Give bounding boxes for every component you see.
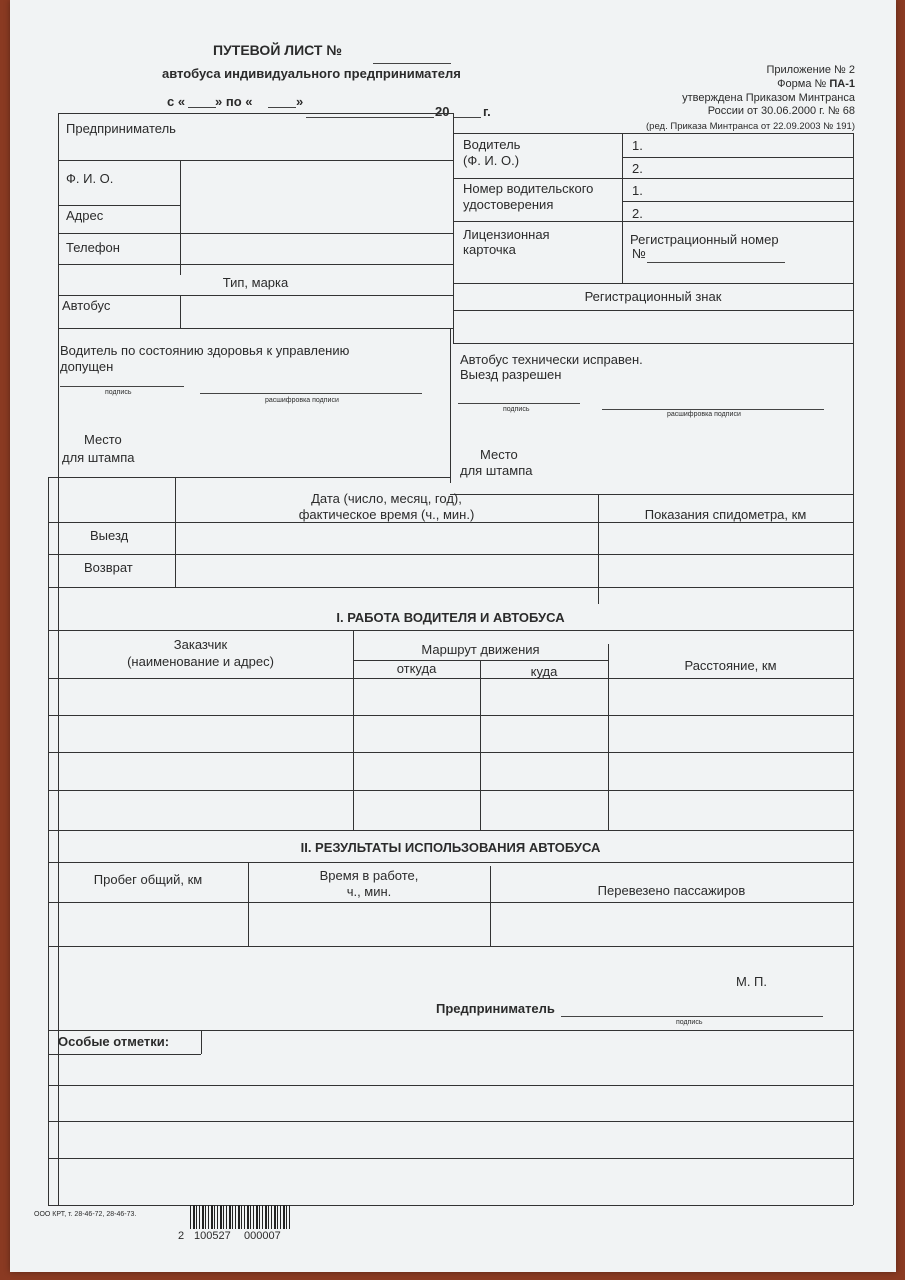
rule — [450, 328, 451, 483]
reg-number-blank — [647, 262, 785, 263]
date-from-label: с « — [167, 94, 186, 109]
rule — [622, 201, 853, 202]
date-close-label: » — [296, 94, 304, 109]
rule — [453, 178, 853, 179]
stamp-label: Место — [84, 432, 122, 447]
decode-line — [602, 409, 824, 410]
rule — [453, 310, 853, 311]
rule — [58, 264, 453, 265]
phone-label: Телефон — [66, 240, 120, 255]
barcode-digits-3: 000007 — [244, 1230, 281, 1242]
right-border — [853, 133, 854, 1205]
worktime-label-2: ч., мин. — [346, 884, 392, 899]
card-label: Лицензионная — [463, 227, 550, 242]
license-2-label: 2. — [632, 206, 643, 221]
rule — [490, 866, 491, 946]
printer-label: ООО КРТ, т. 28-46-72, 28-46-73. — [34, 1211, 137, 1218]
form-title: ПУТЕВОЙ ЛИСТ № — [213, 42, 342, 58]
signature-caption: подпись — [676, 1019, 703, 1026]
date-label: Дата (число, месяц, год), — [311, 491, 462, 506]
rule — [48, 678, 853, 679]
signature-line — [60, 386, 184, 387]
rule — [48, 587, 853, 588]
customer-label: Заказчик — [173, 637, 228, 652]
fio-label: Ф. И. О. — [66, 171, 114, 186]
mp-label: М. П. — [736, 974, 768, 989]
passengers-label: Перевезено пассажиров — [597, 883, 746, 898]
card-label-2: карточка — [463, 242, 516, 257]
reg-sign-label: Регистрационный знак — [584, 289, 722, 304]
notes-line — [48, 1121, 853, 1122]
license-label-2: удостоверения — [463, 197, 554, 212]
reg-no-label: № — [632, 246, 646, 261]
rule — [48, 946, 853, 947]
date-label-2: фактическое время (ч., мин.) — [298, 507, 475, 522]
rule — [48, 1054, 201, 1055]
rule — [48, 522, 853, 523]
exit-label: Выезд — [90, 528, 129, 543]
barcode-image — [190, 1205, 292, 1229]
notes-line — [48, 1158, 853, 1159]
date-to-blank — [268, 107, 296, 108]
rule — [48, 554, 853, 555]
rule — [180, 160, 181, 275]
form-subtitle: автобуса индивидуального предпринимателя — [162, 66, 461, 81]
approved-line-1: утверждена Приказом Минтранса — [682, 92, 855, 104]
rule — [201, 1030, 202, 1054]
stamp-label: Место — [480, 447, 518, 462]
rule — [48, 477, 450, 478]
approved-line-3: (ред. Приказа Минтранса от 22.09.2003 № 191) — [646, 121, 855, 132]
return-label: Возврат — [84, 560, 133, 575]
customer-label-2: (наименование и адрес) — [127, 654, 274, 669]
rule — [622, 133, 623, 283]
barcode-digit-1: 2 — [178, 1230, 185, 1242]
rule — [48, 790, 853, 791]
rule — [453, 113, 454, 343]
license-label: Номер водительского — [463, 181, 594, 196]
rule — [48, 715, 853, 716]
rule — [48, 1030, 853, 1031]
license-1-label: 1. — [632, 183, 643, 198]
rule — [48, 902, 853, 903]
rule — [480, 660, 481, 830]
signature-caption: подпись — [503, 406, 530, 413]
rule — [58, 113, 453, 114]
month-blank — [306, 117, 434, 118]
stamp-label-2: для штампа — [460, 463, 533, 478]
rule — [622, 157, 853, 158]
number-blank — [373, 63, 451, 64]
year-blank — [453, 117, 481, 118]
entrepreneur-signature-label: Предприниматель — [436, 1001, 555, 1016]
rule — [453, 221, 853, 222]
health-label-2: допущен — [60, 359, 114, 374]
route-label: Маршрут движения — [421, 642, 540, 657]
rule — [58, 205, 180, 206]
bottom-border — [48, 1205, 853, 1206]
speedometer-label: Показания спидометра, км — [644, 507, 807, 522]
entrepreneur-label: Предприниматель — [66, 121, 176, 136]
notes-line — [48, 1085, 853, 1086]
entrepreneur-signature-line — [561, 1016, 823, 1017]
driver-1-label: 1. — [632, 138, 643, 153]
rule — [58, 328, 453, 329]
date-po-label: » по « — [215, 94, 253, 109]
driver-label: Водитель — [463, 137, 521, 152]
route-to-label: куда — [530, 664, 558, 679]
form-sheet — [10, 0, 896, 1272]
section-2-title: II. РЕЗУЛЬТАТЫ ИСПОЛЬЗОВАНИЯ АВТОБУСА — [300, 840, 601, 855]
decode-caption: расшифровка подписи — [265, 397, 339, 404]
tech-label-2: Выезд разрешен — [460, 367, 562, 382]
signature-caption: подпись — [105, 389, 132, 396]
date-from-blank — [188, 107, 216, 108]
appendix-label: Приложение № 2 — [766, 64, 855, 76]
distance-label: Расстояние, км — [684, 658, 777, 673]
section-1-title: I. РАБОТА ВОДИТЕЛЯ И АВТОБУСА — [336, 610, 565, 625]
tech-label: Автобус технически исправен. — [460, 352, 643, 367]
health-label: Водитель по состоянию здоровья к управлению — [60, 343, 350, 358]
decode-line — [200, 393, 422, 394]
address-label: Адрес — [66, 208, 104, 223]
reg-number-label: Регистрационный номер — [630, 232, 779, 247]
rule — [453, 133, 853, 134]
route-from-label: откуда — [396, 661, 437, 676]
year-suffix: г. — [483, 104, 491, 119]
rule — [48, 862, 853, 863]
mileage-label: Пробег общий, км — [93, 872, 203, 887]
rule — [58, 233, 453, 234]
rule — [58, 295, 453, 296]
stamp-label-2: для штампа — [62, 450, 135, 465]
rule — [180, 295, 181, 328]
driver-2-label: 2. — [632, 161, 643, 176]
approved-line-2: России от 30.06.2000 г. № 68 — [707, 105, 855, 117]
worktime-label: Время в работе, — [319, 868, 419, 883]
type-brand-label: Тип, марка — [222, 275, 289, 290]
rule — [453, 343, 853, 344]
rule — [48, 630, 853, 631]
barcode-digits-2: 100527 — [194, 1230, 231, 1242]
form-code-line: Форма № ПА-1 — [777, 78, 855, 90]
bus-label: Автобус — [62, 298, 111, 313]
rule — [48, 752, 853, 753]
signature-line — [458, 403, 580, 404]
notes-label: Особые отметки: — [58, 1034, 170, 1049]
driver-fio-label: (Ф. И. О.) — [463, 153, 520, 168]
rule — [48, 830, 853, 831]
rule — [58, 160, 453, 161]
year-prefix: 20 — [435, 104, 450, 119]
rule — [453, 283, 853, 284]
decode-caption: расшифровка подписи — [667, 411, 741, 418]
